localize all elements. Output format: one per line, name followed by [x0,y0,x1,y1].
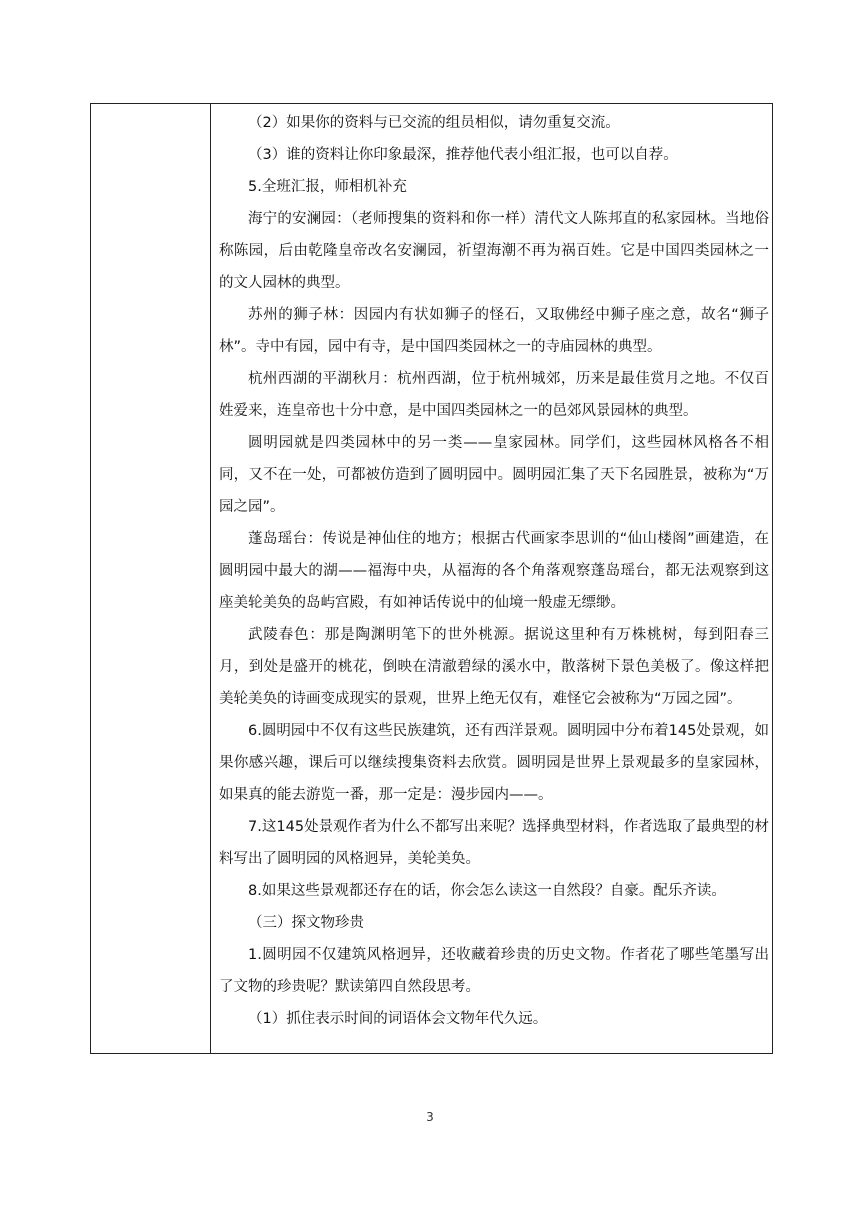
paragraph: 苏州的狮子林：因园内有状如狮子的怪石，又取佛经中狮子座之意，故名“狮子林”。寺中有园，园中有寺，是中国四类园林之一的寺庙园林的典型。 [219,307,769,355]
lesson-table [90,103,773,1054]
paragraph: 6.圆明园中不仅有这些民族建筑，还有西洋景观。圆明园中分布着145处景观，如果你感兴趣，课后可以继续搜集资料去欣赏。圆明园是世界上景观最多的皇家园林，如果真的能去游览一番，那一定是：漫步园内——。 [219,723,769,803]
paragraph: （3）谁的资料让你印象最深，推荐他代表小组汇报，也可以自荐。 [248,147,678,163]
paragraph: 海宁的安澜园：（老师搜集的资料和你一样）清代文人陈邦直的私家园林。当地俗称陈园，后由乾隆皇帝改名安澜园，祈望海潮不再为祸百姓。它是中国四类园林之一的文人园林的典型。 [219,211,769,291]
paragraph: 8.如果这些景观都还存在的话，你会怎么读这一自然段？自豪。配乐齐读。 [248,883,726,899]
page-number: 3 [426,1110,434,1124]
section-heading: （三）探文物珍贵 [248,915,364,931]
paragraph: 武陵春色：那是陶渊明笔下的世外桃源。据说这里种有万株桃树，每到阳春三月，到处是盛开的桃花，倒映在清澈碧绿的溪水中，散落树下景色美极了。像这样把美轮美奂的诗画变成现实的景观，世界上绝无仅有，难怪它会被称为“万园之园”。 [219,627,769,707]
table-content-cell [219,104,769,1035]
paragraph: 5.全班汇报，师相机补充 [248,179,407,195]
paragraph: 7.这145处景观作者为什么不都写出来呢？选择典型材料，作者选取了最典型的材料写出了圆明园的风格迥异，美轮美奂。 [219,819,769,867]
paragraph: 蓬岛瑶台：传说是神仙住的地方；根据古代画家李思训的“仙山楼阁”画建造，在圆明园中最大的湖——福海中央，从福海的各个角落观察蓬岛瑶台，都无法观察到这座美轮美奂的岛屿宫殿，有如神话传说中的仙境一般虚无缥缈。 [219,531,769,611]
table-left-column [91,104,211,1053]
paragraph: （1）抓住表示时间的词语体会文物年代久远。 [248,1011,548,1027]
paragraph: 杭州西湖的平湖秋月：杭州西湖，位于杭州城郊，历来是最佳赏月之地。不仅百姓爱来，连皇帝也十分中意，是中国四类园林之一的邑郊风景园林的典型。 [219,371,769,419]
paragraph: 1.圆明园不仅建筑风格迥异，还收藏着珍贵的历史文物。作者花了哪些笔墨写出了文物的珍贵呢？默读第四自然段思考。 [219,947,769,995]
paragraph: 圆明园就是四类园林中的另一类——皇家园林。同学们，这些园林风格各不相同，又不在一处，可都被仿造到了圆明园中。圆明园汇集了天下名园胜景，被称为“万园之园”。 [219,435,769,515]
paragraph: （2）如果你的资料与已交流的组员相似，请勿重复交流。 [248,115,620,131]
